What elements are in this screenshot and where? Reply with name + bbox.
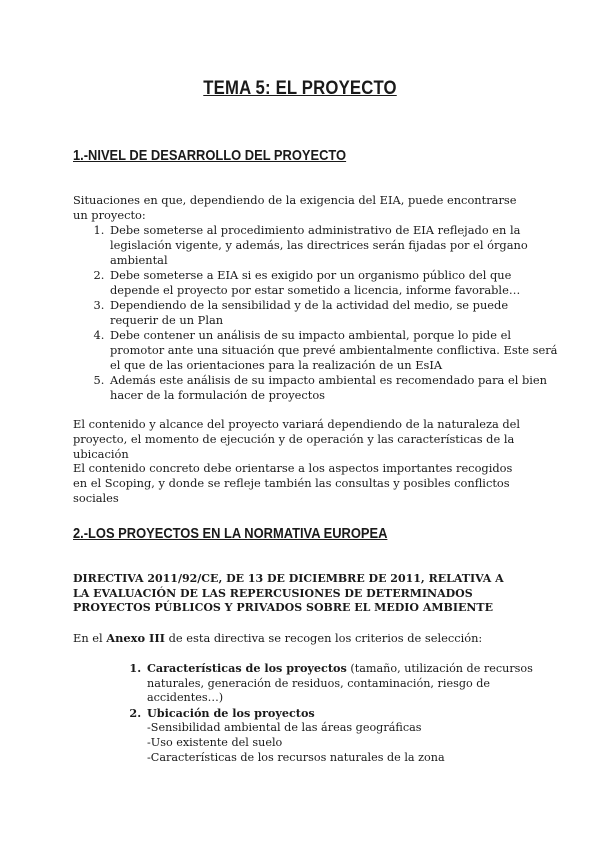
directive-title: DIRECTIVA 2011/92/CE, DE 13 DE DICIEMBRE DE 2011, RELATIVA A LA EVALUACIÓN DE LAS REPERCUSIONES DE DETERMINADOS PROYECTOS PÚBLICOS Y PRIVADOS SOBRE EL MEDIO AMBIENTE <box>73 572 504 614</box>
criteria-title: Ubicación de los proyectos <box>147 705 315 720</box>
section-1-intro: Situaciones en que, dependiendo de la exigencia del EIA, puede encontrarse un proyecto: <box>73 193 517 222</box>
list-item: 2. Debe someterse a EIA si es exigido por un organismo público del que depende el proyecto por estar sometido a licencia, informe favorable… <box>108 268 558 298</box>
annex-prefix: En el <box>73 631 103 645</box>
section-2-heading: 2.-LOS PROYECTOS EN LA NORMATIVA EUROPEA <box>73 525 388 542</box>
section-1-heading: 1.-NIVEL DE DESARROLLO DEL PROYECTO <box>73 147 347 164</box>
list-item: 4. Debe contener un análisis de su impacto ambiental, porque lo pide el promotor ante una situación que prevé ambientalmente conflictiva. Este será el que de las orientaciones para la realización de un EsIA <box>108 328 558 373</box>
criteria-subitem: -Características de los recursos naturales de la zona <box>147 750 445 764</box>
scoping-paragraph: El contenido concreto debe orientarse a los aspectos importantes recogidos en el Scoping, y donde se refleje también las consultas y posibles conflictos sociales <box>73 461 513 505</box>
criteria-item <box>145 706 545 765</box>
criteria-item <box>145 661 545 706</box>
criteria-title: Características de los proyectos <box>147 661 347 675</box>
list-item: 3. Dependiendo de la sensibilidad y de la actividad del medio, se puede requerir de un Plan <box>108 298 558 328</box>
annex-paragraph <box>73 631 523 646</box>
criteria-subitem: -Uso existente del suelo <box>147 735 283 749</box>
situations-list <box>73 223 558 403</box>
criteria-subitem: -Sensibilidad ambiental de las áreas geográficas <box>147 721 422 735</box>
list-item: 1. Debe someterse al procedimiento administrativo de EIA reflejado en la legislación vigente, y además, las directrices serán fijadas por el órgano ambiental <box>108 223 558 268</box>
selection-criteria-list <box>110 661 545 765</box>
annex-suffix: de esta directiva se recogen los criterios de selección: <box>168 631 483 645</box>
annex-reference: Anexo III <box>106 631 165 645</box>
page-title: TEMA 5: EL PROYECTO <box>203 78 397 99</box>
criteria-detail: (tamaño, utilización de recursos naturales, generación de residuos, contaminación, riesgo de accidentes…) <box>147 662 533 705</box>
list-item: 5. Además este análisis de su impacto ambiental es recomendado para el bien hacer de la formulación de proyectos <box>108 373 558 403</box>
content-scope-paragraph: El contenido y alcance del proyecto variará dependiendo de la naturaleza del proyecto, el momento de ejecución y de operación y las características de la ubicación <box>73 417 521 461</box>
